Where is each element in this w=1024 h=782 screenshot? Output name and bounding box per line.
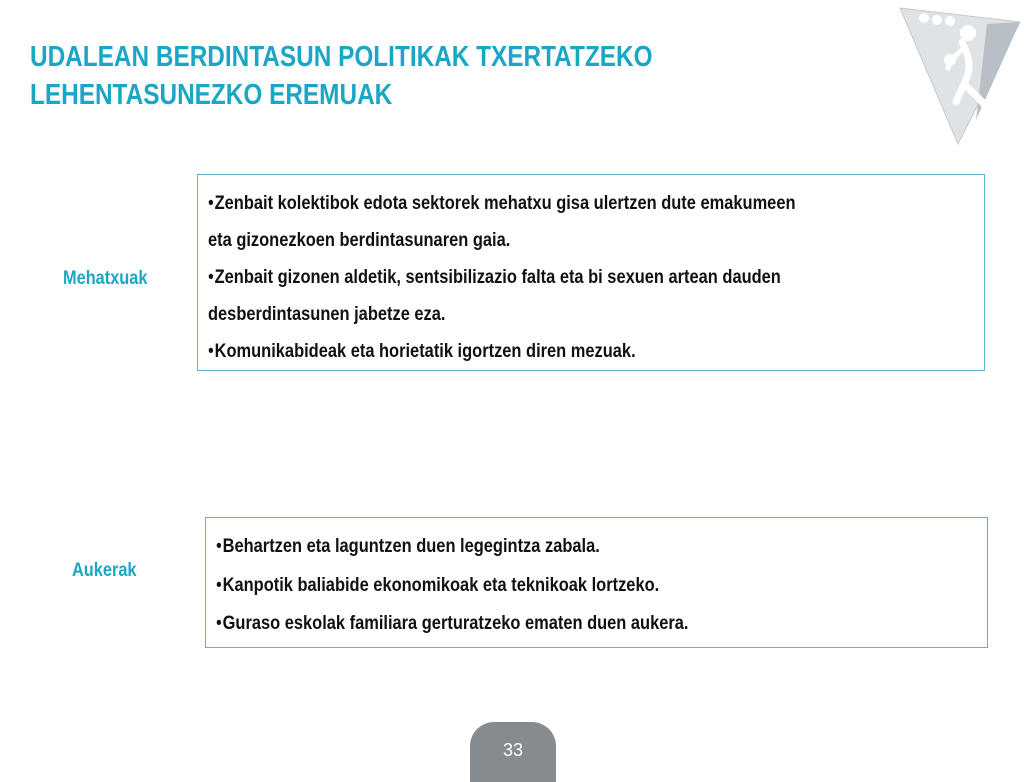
opportunity-item-3: • Guraso eskolak familiara gerturatzeko ematen duen aukera. xyxy=(216,605,977,644)
opportunities-label: Aukerak xyxy=(72,560,137,581)
slide-title-line-1: UDALEAN BERDINTASUN POLITIKAK TXERTATZEKO xyxy=(30,41,653,73)
threat-item-3: • Komunikabideak eta horietatik igortzen diren mezuak. xyxy=(208,333,969,370)
bowling-player-logo-icon xyxy=(892,2,1022,147)
slide-title xyxy=(30,38,719,114)
opportunities-box xyxy=(205,517,988,648)
page-number: 33 xyxy=(502,740,524,760)
threats-label: Mehatxuak xyxy=(63,268,148,289)
threats-box xyxy=(197,174,985,371)
threat-item-1-continuation: eta gizonezkoen berdintasunaren gaia. xyxy=(208,230,511,251)
threat-item-2: • Zenbait gizonen aldetik, sentsibilizazio falta eta bi sexuen artean dauden xyxy=(208,259,969,296)
opportunity-item-2: • Kanpotik baliabide ekonomikoak eta teknikoak lortzeko. xyxy=(216,567,977,606)
threat-item-2-continuation: desberdintasunen jabetze eza. xyxy=(208,304,446,325)
threats-list xyxy=(208,185,969,370)
page-number-tab xyxy=(470,722,556,782)
opportunities-list xyxy=(216,528,977,644)
opportunity-item-1: • Behartzen eta laguntzen duen legegintza zabala. xyxy=(216,528,977,567)
slide-title-line-2: LEHENTASUNEZKO EREMUAK xyxy=(30,79,393,111)
threat-item-1: • Zenbait kolektibok edota sektorek mehatxu gisa ulertzen dute emakumeen xyxy=(208,185,969,222)
